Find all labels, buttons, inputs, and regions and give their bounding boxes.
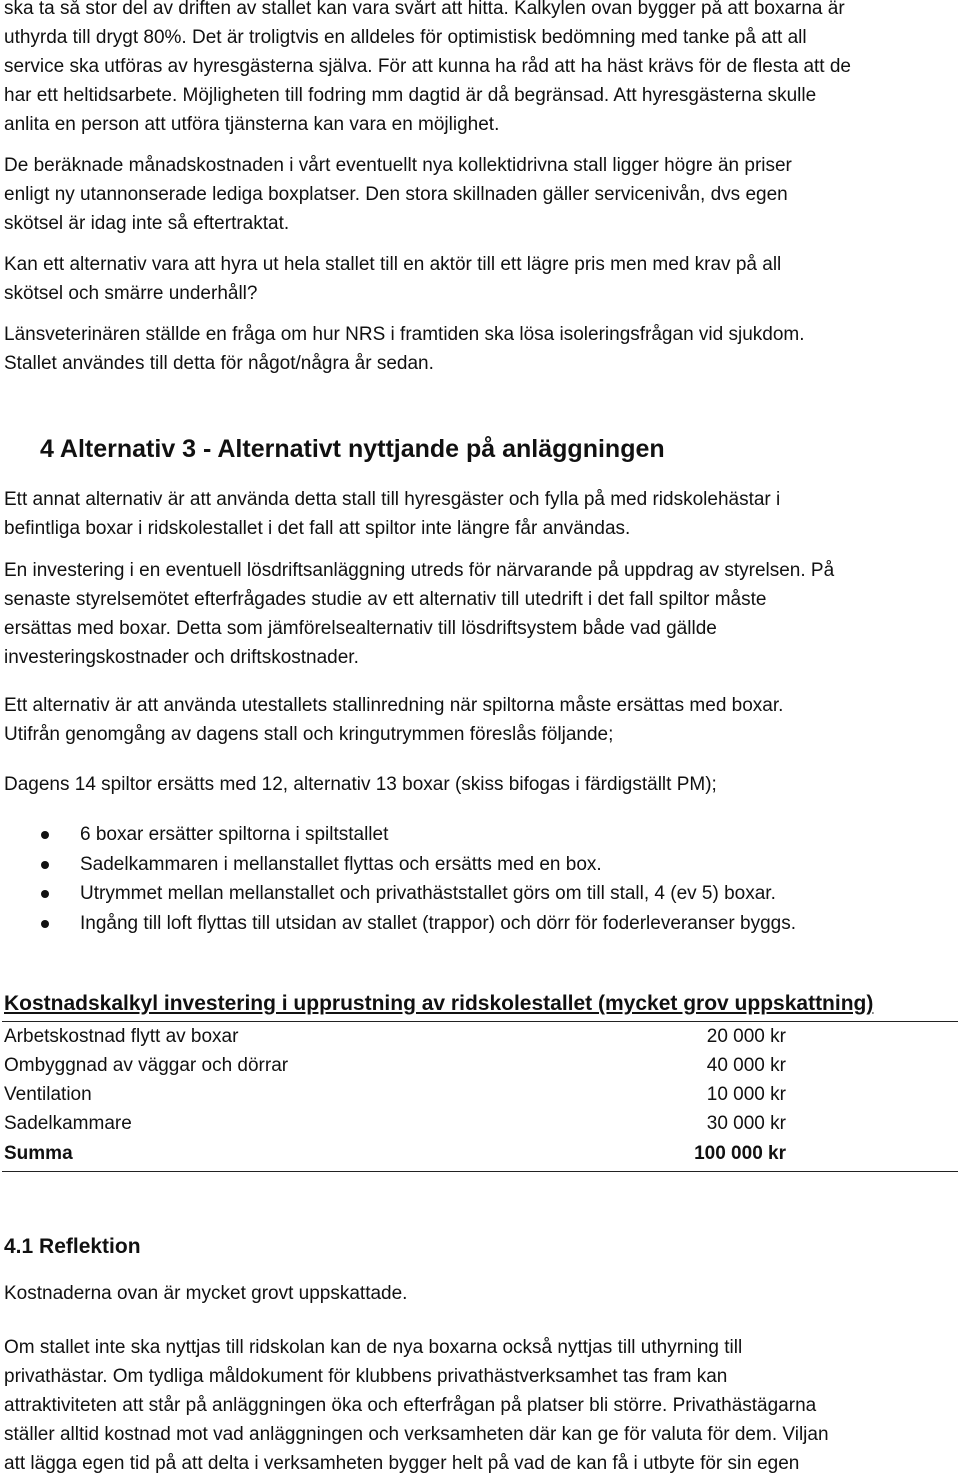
- intro-paragraph-4: [4, 320, 952, 378]
- section-4-heading: 4 Alternativ 3 - Alternativt nyttjande på anläggningen: [40, 435, 665, 463]
- cost-label: Arbetskostnad flytt av boxar: [4, 1026, 239, 1047]
- text-line: Dagens 14 spiltor ersätts med 12, alternativ 13 boxar (skiss bifogas i färdigställt PM);: [4, 774, 717, 795]
- reflektion-paragraph-2: [4, 1333, 952, 1478]
- text-line: Ett annat alternativ är att använda detta stall till hyresgäster och fylla på med ridskolehästar i: [4, 489, 781, 510]
- text-line: Utifrån genomgång av dagens stall och kringutrymmen föreslås följande;: [4, 724, 614, 745]
- cost-table: [2, 1021, 958, 1170]
- reflektion-heading: 4.1 Reflektion: [4, 1235, 141, 1258]
- list-item: Utrymmet mellan mellanstallet och privathäststallet görs om till stall, 4 (ev 5) boxar.: [0, 879, 796, 909]
- text-line: ska ta så stor del av driften av stallet kan vara svårt att hitta. Kalkylen ovan bygger på att boxarna är: [4, 0, 845, 19]
- text-line: att lägga egen tid på att delta i verksamheten bygger helt på vad de kan få i utbyte för sin egen: [4, 1453, 800, 1474]
- cost-table-title: Kostnadskalkyl investering i upprustning av ridskolestallet (mycket grov uppskattning): [4, 992, 874, 1015]
- total-amount: 100 000 kr: [694, 1143, 786, 1164]
- cost-amount: 30 000 kr: [706, 1113, 786, 1134]
- text-line: Kan ett alternativ vara att hyra ut hela stallet till en aktör till ett lägre pris men med krav på all: [4, 254, 782, 275]
- text-line: attraktiviteten att står på anläggningen öka och efterfrågan på platser bli större. Privathästägarna: [4, 1395, 817, 1416]
- text-line: Stallet användes till detta för något/några år sedan.: [4, 353, 434, 374]
- total-label: Summa: [4, 1143, 73, 1164]
- cost-label: Ventilation: [4, 1084, 92, 1105]
- text-line: investeringskostnader och driftskostnader.: [4, 647, 359, 668]
- cost-label: Ombyggnad av väggar och dörrar: [4, 1055, 289, 1076]
- list-item: Sadelkammaren i mellanstallet flyttas och ersätts med en box.: [0, 850, 796, 880]
- text-line: Om stallet inte ska nyttjas till ridskolan kan de nya boxarna också nyttjas till uthyrning till: [4, 1337, 743, 1358]
- cost-amount: 20 000 kr: [706, 1026, 786, 1047]
- table-row: [2, 1051, 958, 1080]
- text-line: En investering i en eventuell lösdriftsanläggning utreds för närvarande på uppdrag av styrelsen. På: [4, 560, 835, 581]
- intro-paragraph-2: [4, 151, 952, 238]
- reflektion-paragraph-1: [4, 1279, 952, 1308]
- section-4-paragraph-3: [4, 691, 952, 749]
- intro-paragraph-1: [4, 0, 952, 139]
- text-line: privathästar. Om tydliga måldokument för klubbens privathästverksamhet tas fram kan: [4, 1366, 728, 1387]
- section-4-paragraph-2: [4, 556, 952, 672]
- text-line: skötsel är idag inte så eftertraktat.: [4, 213, 290, 234]
- table-row: [2, 1109, 958, 1138]
- list-item: 6 boxar ersätter spiltorna i spiltstallet: [0, 820, 796, 850]
- text-line: har ett heltidsarbete. Möjligheten till fodring mm dagtid är då begränsad. Att hyresgästerna skulle: [4, 85, 817, 106]
- text-line: enligt ny utannonserade lediga boxplatser. Den stora skillnaden gäller servicenivån, dvs egen: [4, 184, 788, 205]
- text-line: ställer alltid kostnad mot vad anläggningen och verksamheten där kan ge för valuta för dem. Viljan: [4, 1424, 829, 1445]
- cost-label: Sadelkammare: [4, 1113, 132, 1134]
- table-row: [2, 1080, 958, 1109]
- text-line: senaste styrelsemötet efterfrågades studie av ett alternativ till utedrift i det fall spiltor måste: [4, 589, 767, 610]
- text-line: service ska utföras av hyresgästerna själva. För att kunna ha råd att ha häst krävs för de flesta att de: [4, 56, 851, 77]
- list-item: Ingång till loft flyttas till utsidan av stallet (trappor) och dörr för foderleveranser byggs.: [0, 909, 796, 939]
- text-line: Ett alternativ är att använda utestallets stallinredning när spiltorna måste ersättas med boxar.: [4, 695, 784, 716]
- text-line: De beräknade månadskostnaden i vårt eventuellt nya kollektidrivna stall ligger högre än priser: [4, 155, 792, 176]
- cost-amount: 10 000 kr: [706, 1084, 786, 1105]
- text-line: befintliga boxar i ridskolestallet i det fall att spiltor inte längre får användas.: [4, 518, 631, 539]
- section-4-paragraph-4: [4, 770, 952, 799]
- text-line: Länsveterinären ställde en fråga om hur NRS i framtiden ska lösa isoleringsfrågan vid sjukdom.: [4, 324, 805, 345]
- bullet-list: [0, 820, 796, 938]
- intro-paragraph-3: [4, 250, 952, 308]
- cost-amount: 40 000 kr: [706, 1055, 786, 1076]
- text-line: anlita en person att utföra tjänsterna kan vara en möjlighet.: [4, 114, 500, 135]
- text-line: ersättas med boxar. Detta som jämförelsealternativ till lösdriftsystem både vad gällde: [4, 618, 717, 639]
- text-line: uthyrda till drygt 80%. Det är troligtvis en alldeles för optimistisk bedömning med tanke på att all: [4, 27, 807, 48]
- text-line: Kostnaderna ovan är mycket grovt uppskattade.: [4, 1283, 408, 1304]
- text-line: skötsel och smärre underhåll?: [4, 283, 258, 304]
- section-4-paragraph-1: [4, 485, 952, 543]
- table-row: [2, 1022, 958, 1051]
- table-total-row: [2, 1138, 958, 1170]
